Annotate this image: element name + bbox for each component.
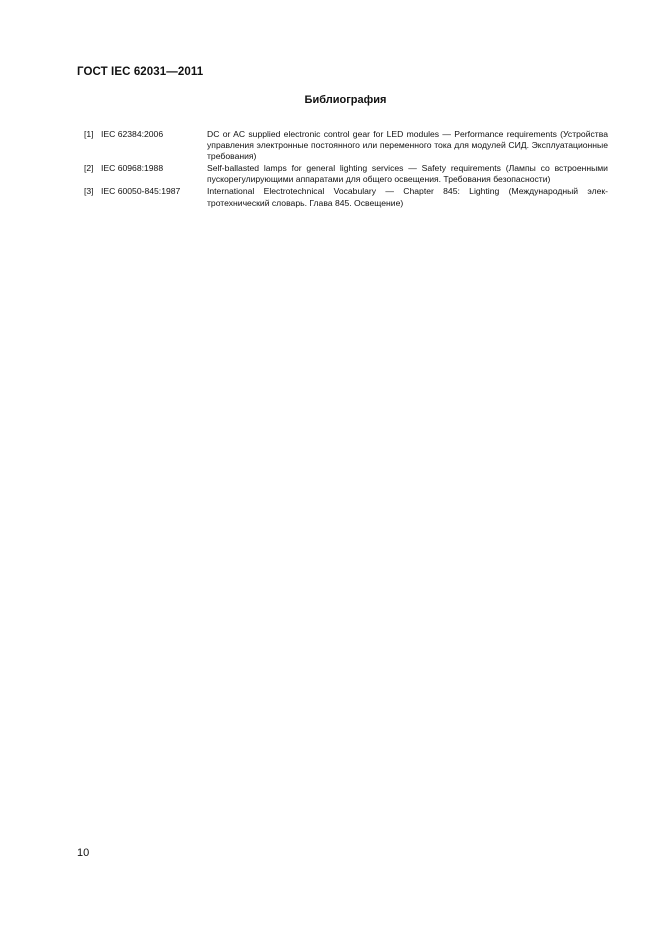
bibliography-entry (84, 163, 608, 185)
entry-standard-code: IEC 60968:1988 (101, 163, 164, 174)
bibliography-entry (84, 186, 608, 208)
document-header: ГОСТ IEC 62031—2011 (77, 66, 204, 78)
page-number: 10 (77, 847, 90, 859)
bibliography-list (84, 129, 608, 210)
entry-title: DC or AC supplied electronic control gear for LED modules — Performance requirements (Устройства управления электронные постоянного или переменного тока для модулей СИД. Эксплуатационные требования) (207, 129, 608, 162)
entry-standard-code: IEC 62384:2006 (101, 129, 164, 139)
entry-title: International Electrotechnical Vocabulary — Chapter 845: Lighting (Международный электротехнический словарь. Глава 845. Освещение) (207, 186, 608, 208)
entry-standard-code: IEC 60050-845:1987 (101, 186, 181, 197)
entry-number: [2] (84, 163, 94, 174)
entry-number: [3] (84, 186, 94, 197)
section-title: Библиография (304, 94, 387, 106)
bibliography-entry (84, 129, 608, 162)
entry-number: [1] (84, 129, 94, 139)
entry-title: Self-ballasted lamps for general lighting services — Safety requirements (Лампы со встроенными пускорегулирующими аппаратами для общего освещения. Требования безопасности) (207, 163, 608, 185)
